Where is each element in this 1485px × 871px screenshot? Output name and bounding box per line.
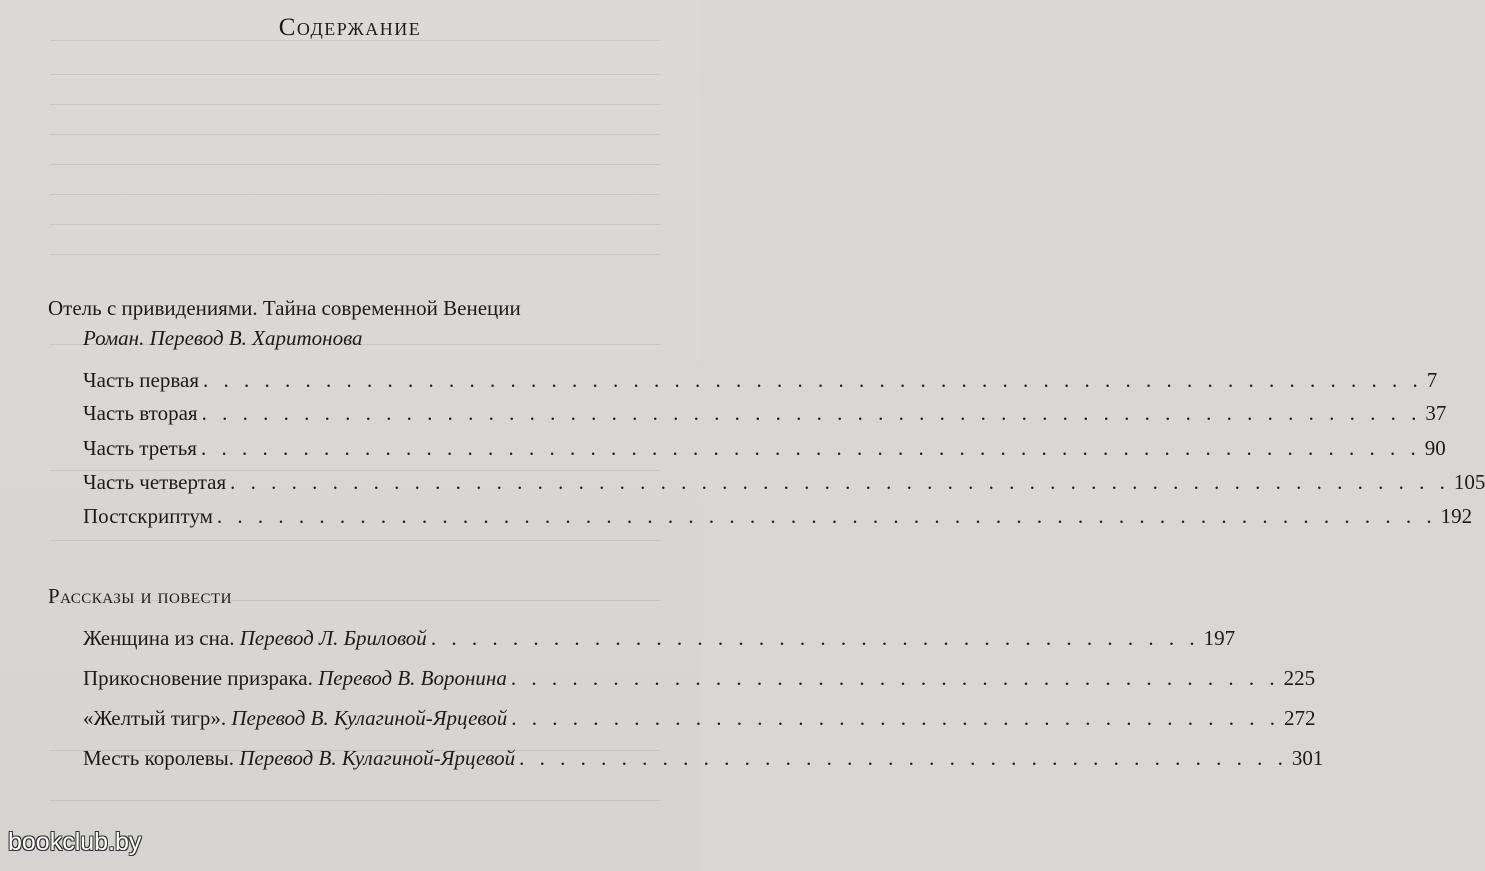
- toc-entry[interactable]: [83, 746, 1324, 776]
- story-title: Женщина из сна.: [83, 626, 235, 650]
- story-translator: Перевод В. Кулагиной-Ярцевой: [231, 706, 508, 730]
- story-title: «Желтый тигр».: [83, 706, 227, 730]
- toc-entry-page: 7: [1426, 368, 1438, 392]
- story-translator: Перевод В. Кулагиной-Ярцевой: [239, 746, 516, 770]
- toc-entry[interactable]: [83, 626, 1236, 656]
- leader-dots: . . . . . . . . . . . . . . . . . . . . . . . . . . . . . . . . . . . . . .: [519, 746, 1288, 770]
- bleed-through-line: [50, 540, 660, 541]
- leader-dots: . . . . . . . . . . . . . . . . . . . . . . . . . . . . . . . . . . . . . . . . . . . . . . . . . . . . . . . . . . . .: [230, 470, 1450, 494]
- leader-dots: . . . . . . . . . . . . . . . . . . . . . . . . . . . . . . . . . . . . . . . . . . . . . . . . . . . . . . . . . . . .: [202, 368, 1423, 392]
- toc-entry[interactable]: [83, 504, 1473, 534]
- leader-dots: . . . . . . . . . . . . . . . . . . . . . . . . . . . . . . . . . . . . . . . . . . . . . . . . . . . . . . . . . . . .: [216, 504, 1437, 528]
- leader-dots: . . . . . . . . . . . . . . . . . . . . . . . . . . . . . . . . . . . . . . . . . . . . . . . . . . . . . . . . . . . .: [201, 401, 1422, 425]
- bleed-through-line: [50, 104, 660, 105]
- leader-dots: . . . . . . . . . . . . . . . . . . . . . . . . . . . . . . . . . . . . . . . . . . . . . . . . . . . . . . . . . . . .: [200, 436, 1421, 460]
- bleed-through-line: [50, 224, 660, 225]
- toc-entry-label: [83, 746, 515, 771]
- toc-entry[interactable]: [83, 706, 1316, 736]
- toc-entry[interactable]: [83, 436, 1446, 466]
- section-heading-novel: Отель с привидениями. Тайна современной Венеции: [48, 296, 521, 320]
- toc-entry-page: 225: [1283, 666, 1316, 690]
- toc-entry-page: 197: [1203, 626, 1236, 650]
- story-translator: Перевод В. Воронина: [318, 666, 507, 690]
- toc-entry-label: Часть четвертая: [83, 470, 227, 494]
- toc-entry-page: 192: [1440, 504, 1473, 528]
- bleed-through-line: [50, 194, 660, 195]
- toc-entry-label: [83, 706, 507, 731]
- bleed-through-line: [50, 134, 660, 135]
- section-subtitle-novel: Роман. Перевод В. Харитонова: [83, 326, 363, 350]
- toc-entry-page: 37: [1425, 401, 1447, 425]
- leader-dots: . . . . . . . . . . . . . . . . . . . . . . . . . . . . . . . . . . . . . .: [510, 666, 1280, 690]
- story-title: Месть королевы.: [83, 746, 234, 770]
- leader-dots: . . . . . . . . . . . . . . . . . . . . . . . . . . . . . . . . . . . . . .: [430, 626, 1200, 650]
- toc-entry[interactable]: [83, 368, 1438, 398]
- bleed-through-line: [50, 164, 660, 165]
- toc-entry-page: 301: [1291, 746, 1324, 770]
- toc-entry-label: Часть вторая: [83, 401, 198, 425]
- toc-entry[interactable]: [83, 666, 1316, 696]
- toc-entry-label: [83, 626, 427, 651]
- story-translator: Перевод Л. Бриловой: [239, 626, 427, 650]
- toc-entry-page: 90: [1424, 436, 1446, 460]
- toc-entry-label: Часть первая: [83, 368, 199, 392]
- toc-entry[interactable]: [83, 470, 1485, 500]
- section-heading-stories: Рассказы и повести: [48, 584, 232, 608]
- watermark: bookclub.by: [8, 828, 142, 856]
- bleed-through-line: [50, 254, 660, 255]
- bleed-through-line: [50, 74, 660, 75]
- toc-entry-page: 272: [1283, 706, 1316, 730]
- toc-entry-page: 105: [1453, 470, 1485, 494]
- toc-entry-label: Постскриптум: [83, 504, 213, 528]
- story-title: Прикосновение призрака.: [83, 666, 313, 690]
- toc-entry-label: Часть третья: [83, 436, 197, 460]
- toc-entry-label: [83, 666, 507, 691]
- toc-entry[interactable]: [83, 401, 1447, 431]
- leader-dots: . . . . . . . . . . . . . . . . . . . . . . . . . . . . . . . . . . . . . .: [511, 706, 1280, 730]
- page-title: Содержание: [278, 14, 422, 41]
- bleed-through-line: [50, 800, 660, 801]
